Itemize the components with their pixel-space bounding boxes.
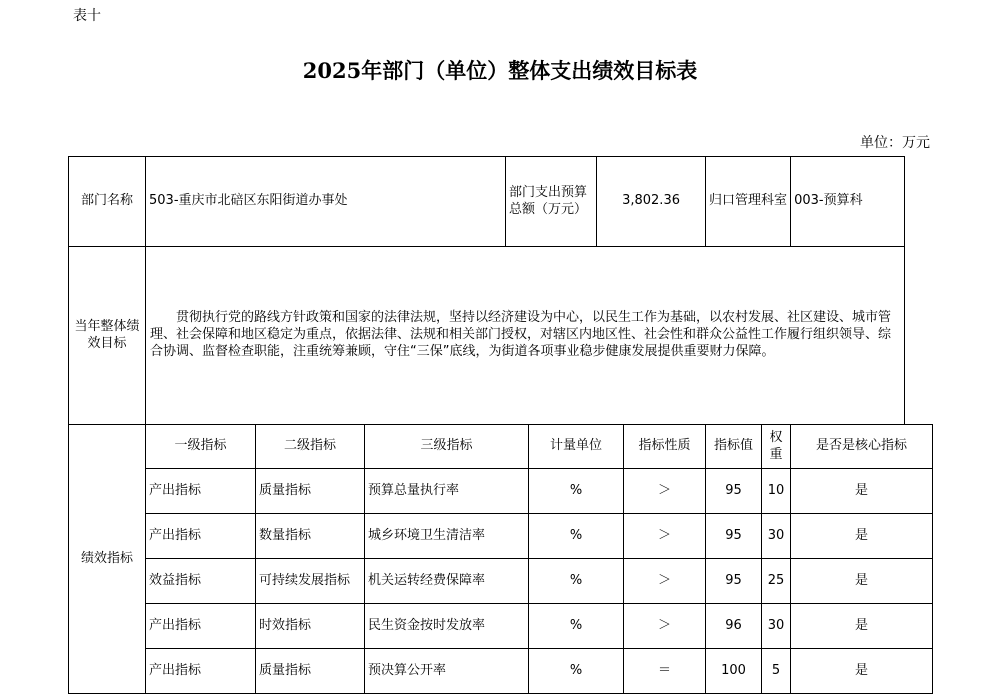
table-number: 表十 — [73, 8, 101, 24]
kpi-weight: 30 — [762, 514, 791, 559]
kpi-core: 是 — [791, 604, 933, 649]
table-row — [69, 514, 933, 559]
kpi-level2: 数量指标 — [256, 514, 365, 559]
table-row — [69, 604, 933, 649]
kpi-unit: % — [529, 559, 624, 604]
office-value: 003-预算科 — [791, 157, 905, 247]
kpi-header: 是否是核心指标 — [791, 425, 933, 469]
dept-name-label: 部门名称 — [69, 157, 146, 247]
kpi-header: 一级指标 — [146, 425, 256, 469]
kpi-level1: 产出指标 — [146, 604, 256, 649]
kpi-unit: % — [529, 469, 624, 514]
kpi-level2: 可持续发展指标 — [256, 559, 365, 604]
kpi-nature: ＞ — [624, 514, 706, 559]
kpi-level1: 产出指标 — [146, 469, 256, 514]
kpi-weight: 30 — [762, 604, 791, 649]
kpi-value: 100 — [706, 649, 762, 694]
table-row — [69, 559, 933, 604]
kpi-label: 绩效指标 — [69, 425, 146, 694]
goal-text: 贯彻执行党的路线方针政策和国家的法律法规，坚持以经济建设为中心，以民生工作为基础，以农村发展、社区建设、城市管理、社会保障和地区稳定为重点，依据法律、法规和相关部门授权，对辖区内地区性、社会性和群众公益性工作履行组织领导、综合协调、监督检查职能，注重统筹兼顾，守住“三保”底线，为街道各项事业稳步健康发展提供重要财力保障。 — [146, 247, 905, 425]
kpi-core: 是 — [791, 469, 933, 514]
kpi-core: 是 — [791, 649, 933, 694]
kpi-weight: 10 — [762, 469, 791, 514]
kpi-level2: 质量指标 — [256, 649, 365, 694]
kpi-value: 95 — [706, 559, 762, 604]
kpi-header: 计量单位 — [529, 425, 624, 469]
dept-name-value: 503-重庆市北碚区东阳街道办事处 — [146, 157, 506, 247]
kpi-value: 96 — [706, 604, 762, 649]
kpi-header: 指标值 — [706, 425, 762, 469]
goal-row — [69, 247, 933, 425]
office-label: 归口管理科室 — [706, 157, 791, 247]
kpi-value: 95 — [706, 469, 762, 514]
kpi-header: 二级指标 — [256, 425, 365, 469]
dept-info-row — [69, 157, 933, 247]
kpi-level3: 预算总量执行率 — [365, 469, 529, 514]
kpi-unit: % — [529, 514, 624, 559]
kpi-weight: 5 — [762, 649, 791, 694]
kpi-core: 是 — [791, 559, 933, 604]
kpi-nature: ＞ — [624, 559, 706, 604]
kpi-level2: 质量指标 — [256, 469, 365, 514]
budget-label: 部门支出预算总额（万元） — [506, 157, 597, 247]
kpi-level2: 时效指标 — [256, 604, 365, 649]
budget-value: 3,802.36 — [597, 157, 706, 247]
kpi-unit: % — [529, 604, 624, 649]
kpi-weight: 25 — [762, 559, 791, 604]
kpi-level3: 机关运转经费保障率 — [365, 559, 529, 604]
kpi-level3: 预决算公开率 — [365, 649, 529, 694]
kpi-nature: ＞ — [624, 469, 706, 514]
kpi-nature: ＝ — [624, 649, 706, 694]
kpi-core: 是 — [791, 514, 933, 559]
kpi-level1: 效益指标 — [146, 559, 256, 604]
kpi-level3: 城乡环境卫生清洁率 — [365, 514, 529, 559]
kpi-level3: 民生资金按时发放率 — [365, 604, 529, 649]
document-title: 2025年部门（单位）整体支出绩效目标表 — [302, 58, 698, 83]
table-row — [69, 469, 933, 514]
unit-label: 单位：万元 — [860, 135, 930, 151]
kpi-header-row — [69, 425, 933, 469]
kpi-header: 指标性质 — [624, 425, 706, 469]
table-row — [69, 649, 933, 694]
kpi-value: 95 — [706, 514, 762, 559]
kpi-unit: % — [529, 649, 624, 694]
kpi-level1: 产出指标 — [146, 649, 256, 694]
kpi-header: 权重 — [762, 425, 791, 469]
kpi-nature: ＞ — [624, 604, 706, 649]
kpi-level1: 产出指标 — [146, 514, 256, 559]
goal-label: 当年整体绩效目标 — [69, 247, 146, 425]
kpi-header: 三级指标 — [365, 425, 529, 469]
performance-table — [68, 156, 933, 694]
